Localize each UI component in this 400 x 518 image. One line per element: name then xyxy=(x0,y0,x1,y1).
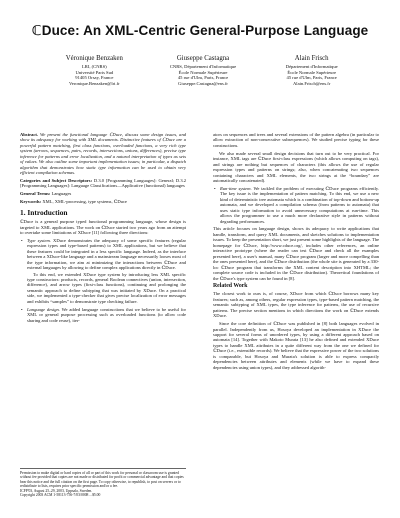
author-1 xyxy=(40,55,149,86)
author-affiliation: 45 rue d'Ulm, Paris, France xyxy=(286,75,337,81)
subsection-heading: Related Work xyxy=(213,282,248,289)
bullet-icon: • xyxy=(21,306,23,312)
author-affiliation: 45 rue d'Ulm, Paris, France xyxy=(177,75,229,81)
list-item-text: We added language constructions that we believe to be useful for XML or general purpose processing such as overloaded functions (to allow code sharing and code reuse), iter- xyxy=(27,306,186,323)
paragraph: We also made several small design decisions that turn out to be very practical. For instance, XML tags are ℂDuce first-class expressions (which allows computing on tags), and strings are nothing but sequences of characters (this allows the use of regular expression types and patterns on strings; also, when concatenating two sequences containing characters and XML elements, the two strings at the “boundary” are automatically concatenated). xyxy=(213,150,379,184)
author-email: Giuseppe.Castagna@ens.fr xyxy=(178,80,228,86)
author-affiliation: 91405 Orsay, France xyxy=(75,75,114,81)
categories xyxy=(20,178,186,189)
paragraph: ℂDuce is a general purpose typed functional programming language, whose design is targeted to XML applications. The work on ℂDuce started two years ago from an attempt to overtake some limitations of XDuce [11] following three directions: xyxy=(20,219,186,235)
list-item xyxy=(21,306,186,323)
list-item-label: Type system. xyxy=(27,237,51,243)
general-terms-text: Languages xyxy=(51,191,72,197)
bullet-icon: • xyxy=(214,185,216,191)
footnote-copyright: Copyright 2003 ACM 1-58113-756-7/03/0008 ...$5.00 xyxy=(20,493,101,498)
author-2 xyxy=(149,55,258,86)
paper-title: ℂDuce: An XML-Centric General-Purpose Language xyxy=(31,23,369,38)
abstract xyxy=(20,132,186,176)
paragraph: This article focuses on language design, shows its adequacy to write applications that handle, transform, and query XML documents, and sketches solutions to implementation issues. To keep the presentation short, we just present some highlights of the language. The homepage for ℂDuce, http://www.cduce.org/, includes other references, an online interactive prototype (where the reader can test ℂDuce and check all the examples presented here), a user's manual, many ℂDuce program (larger and more compelling than the ones presented here), and the ℂDuce distribution (the whole site is generated by a 330-loc ℂDuce program that transforms the XML content description into XHTML; the complete source code is included in the ℂDuce distribution). Theoretical foundations of the ℂDuce's type system can be found in [8]. xyxy=(213,226,379,281)
keywords xyxy=(20,199,186,204)
paragraph: ators on sequences and trees and several extensions of the pattern algebra (in particular to allow extraction of non-consecutive subsequences). We studied precise typing for these constructions. xyxy=(213,132,379,148)
list-item-label: Run-time system. xyxy=(220,185,252,191)
list-item-text: XDuce demonstrates the adequacy of some specific features (regular expression types and type-based patterns) to XML applications, but we believe that these features could be integrated in a less specific language. Indeed, as the interface between a XDuce-like language and a mainstream language necessarily looses most of the type information, we aim at minimizing the interactions between ℂDuce and external languages by allowing to define complex applications directly in ℂDuce. xyxy=(27,237,187,271)
abstract-text: We present the functional language ℂDuce, discuss some design issues, and show its adequacy for working with XML documents. Distinctive features of ℂDuce are a powerful pattern matching, first class functions, overloaded functions, a very rich type system (arrows, sequences, pairs, records, intersections, unions, differences), precise type inference for patterns and error localization, and a natural interpretation of types as sets of values. We also outline some important implementation issues; in particular, a dispatch algorithm that demonstrates how static type information can be used to obtain very efficient compilation schemas. xyxy=(20,132,187,176)
general-terms-label: General Terms: xyxy=(20,191,51,197)
categories-label: Categories and Subject Descriptors: xyxy=(20,178,93,184)
author-block xyxy=(40,55,366,86)
general-terms xyxy=(20,191,186,196)
paragraph: Since the core definition of ℂDuce was published in [8] both languages evolved in parallel. Independently from us, Hosoya developed an implementation in XDuce the support for several forms of unordered types, by using a different approach based on automata [14]. Together with Makoto Murata [13] he also defined and extended XDuce types to handle XML attributes in a quite different way from the one we defined for ℂDuce (i.e., extensible records). We believe that the expressive power of the two solutions is comparable, but Hosoya and Murata's solution is able to express compactly dependencies between attributes and elements (while we have to expand these dependencies using union types), and they addressed algorith- xyxy=(213,321,379,370)
author-affiliation: CNRS, Département d'Informatique xyxy=(169,64,237,69)
footnote-conference: ICFP'03, August 25–29, 2003, Uppsala, Sweden. xyxy=(20,488,93,493)
author-affiliation: Département d'Informatique xyxy=(285,64,338,69)
author-name: Alain Frisch xyxy=(294,55,329,62)
author-email: Veronique.Benzaken@lri.fr xyxy=(69,80,120,86)
categories-text: D.3.0 [Programming Languages]: General; D.3.2 [Programming Languages]: Language Classifications—Applicative (functional) languages xyxy=(20,178,187,189)
direction-list xyxy=(20,238,186,323)
keywords-text: XML, XML-processing, type systems, ℂDuce xyxy=(42,199,127,205)
section-heading: 1. Introduction xyxy=(20,207,68,217)
list-item xyxy=(21,237,187,304)
author-affiliation: École Normale Supérieure xyxy=(287,69,337,75)
author-affiliation: LRI, (CNRS) xyxy=(81,64,107,69)
author-affiliation: Université Paris Sud xyxy=(75,69,114,75)
bullet-icon: • xyxy=(21,237,23,243)
author-name: Véronique Benzaken xyxy=(65,55,123,62)
copyright-footnote xyxy=(20,468,186,497)
left-column xyxy=(20,132,186,325)
list-item-text: We tackled the problem of executing ℂDuce programs efficiently. The key issue is the implementation of pattern matching. To this end, we use a new kind of deterministic tree automata which is a combination of top-down and bottom-up automata, and we developed a compilation schema (from patterns to automata) that uses static type information to avoid unnecessary computations at run-time. This allows the programmer to use a much more declarative style in patterns without degrading performances. xyxy=(220,185,379,224)
author-affiliation: École Normale Supérieure xyxy=(178,69,228,75)
direction-list xyxy=(213,186,379,224)
keywords-label: Keywords: xyxy=(20,199,42,205)
paragraph: The closest work to ours is, of course, XDuce from which ℂDuce borrows many key features; such as, among others, regular expression types, type-based pattern matching, the semantic subtyping of XML types, the type inference for patterns, the use of recursive patterns. The precise section mentions in which directions the work on ℂDuce extends XDuce. xyxy=(213,291,379,319)
author-name: Giuseppe Castagna xyxy=(176,55,230,62)
list-item-text: To this end, we extended XDuce type system by introducing less XML specific type constructors: products, records, general Boolean connectives (union, intersection, difference), and arrow types (first-class functions), continuing and prolonging the semantic approach to define subtyping that was initiated by XDuce. On a practical side, we implemented a type-checker that gives precise localization of error messages and exhibits “samples” to demonstrate type checking failure. xyxy=(27,271,186,304)
right-column xyxy=(213,132,379,373)
list-item-label: Language design. xyxy=(27,306,60,312)
author-3 xyxy=(257,55,366,86)
author-email: Alain.Frisch@ens.fr xyxy=(292,80,331,86)
footnote-permission: Permission to make digital or hard copies of all or part of this work for personal or classroom use is granted without fee provided that copies are not made or distributed for profit or commercial advantage and that copies bear this notice and the full citation on the first page. To copy otherwise, to republish, to post on servers or to redistribute to lists, requires prior specific permission and/or a fee. xyxy=(20,471,184,489)
abstract-label: Abstract. xyxy=(20,132,39,137)
list-item xyxy=(214,185,379,224)
